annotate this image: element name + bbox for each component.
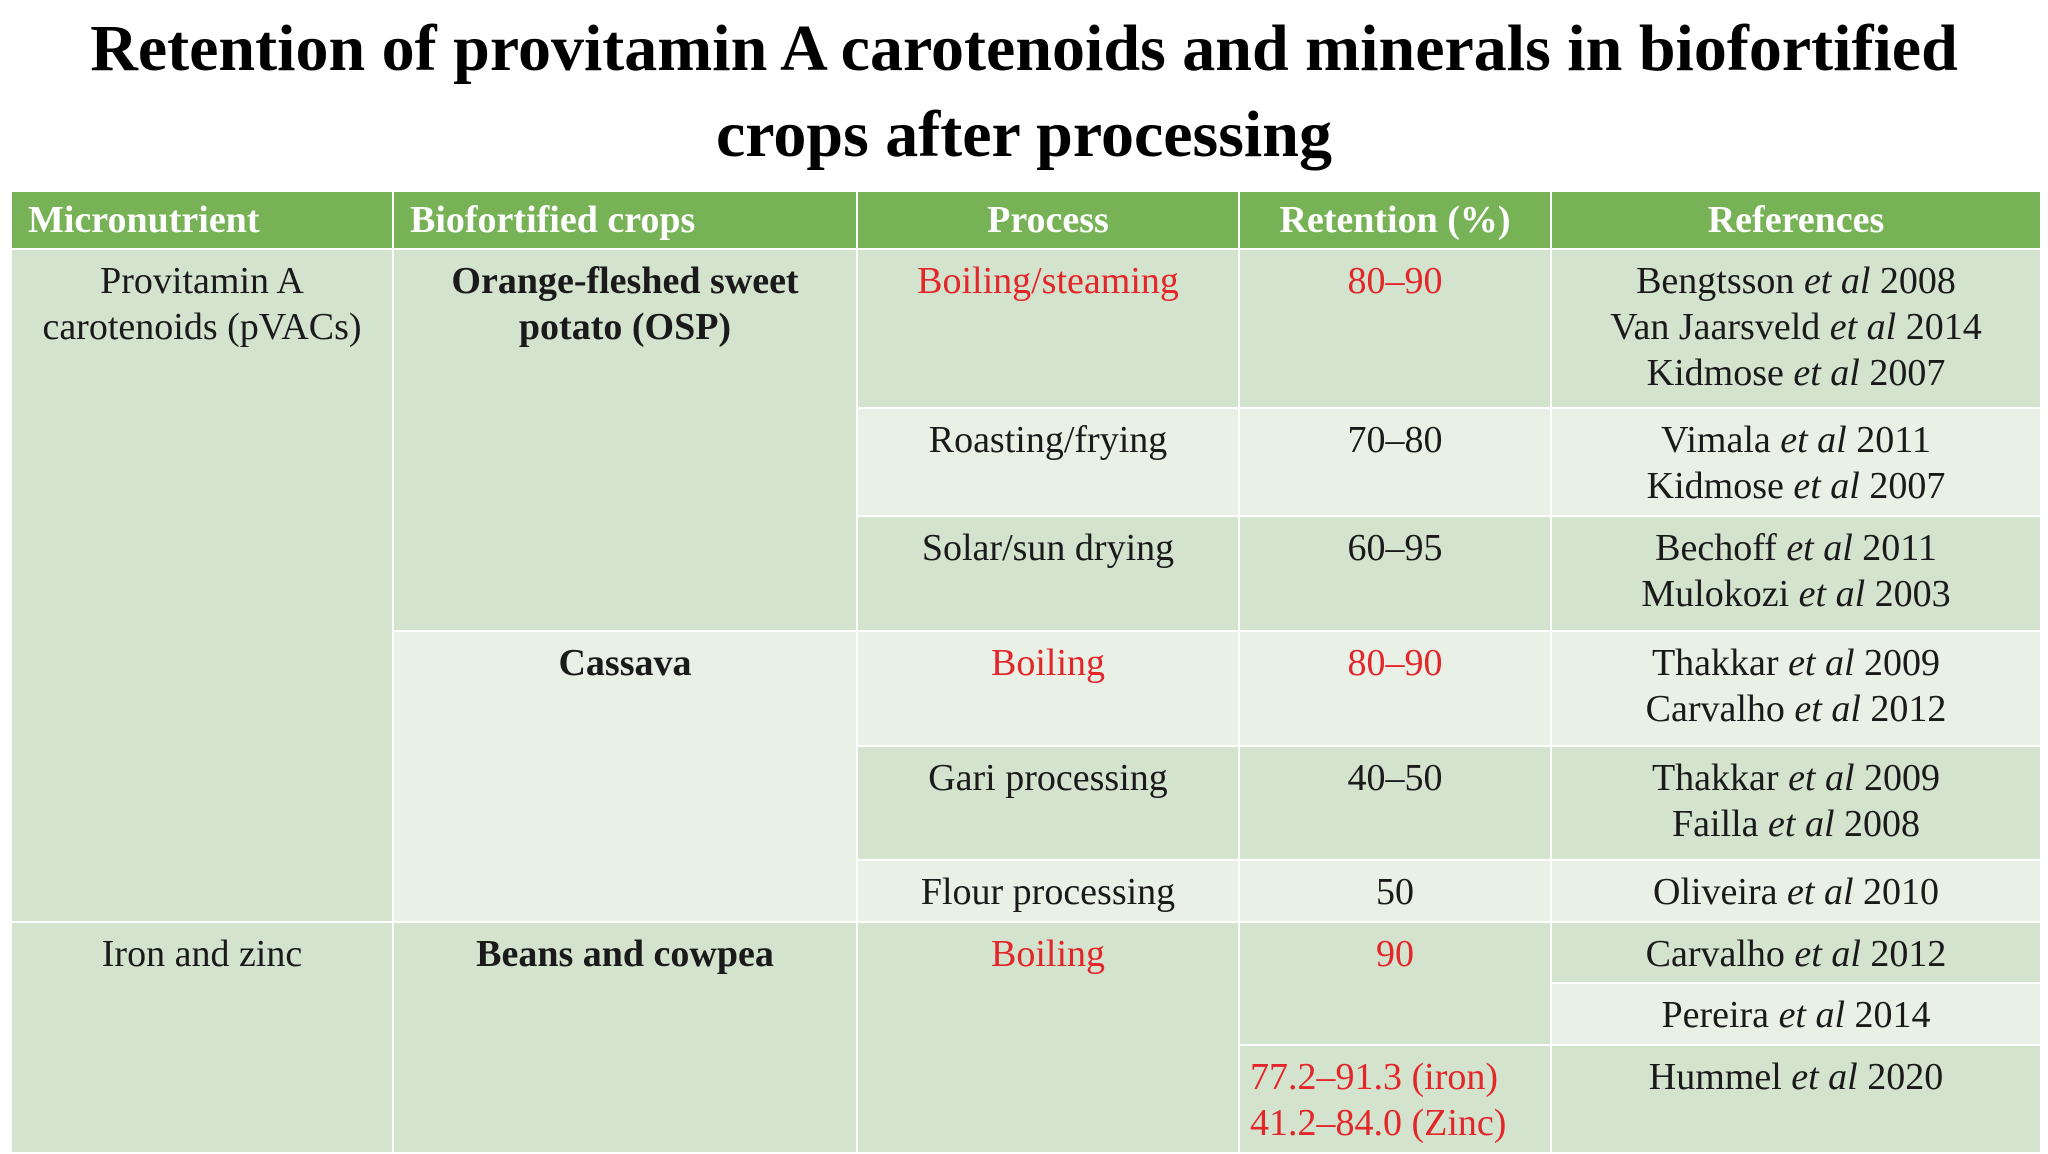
process-cell: Boiling/steaming <box>857 249 1239 408</box>
reference-line <box>1562 992 2030 1038</box>
reference-line <box>1562 801 2030 847</box>
reference-line <box>1562 258 2030 304</box>
reference-line <box>1562 686 2030 732</box>
micronutrient-line: carotenoids (pVACs) <box>42 306 362 348</box>
reference-year: 2012 <box>1860 687 1947 730</box>
micronutrient-cell-pvac <box>11 249 393 922</box>
reference-author: Failla <box>1671 802 1769 845</box>
reference-etal: et al <box>1788 641 1855 684</box>
reference-etal: et al <box>1803 260 1871 302</box>
reference-author: Mulokozi <box>1641 573 1799 616</box>
reference-author: Kidmose <box>1646 465 1794 508</box>
reference-year: 2007 <box>1859 465 1946 508</box>
references-cell <box>1551 860 2041 922</box>
reference-author: Carvalho <box>1645 687 1795 730</box>
reference-line <box>1562 525 2030 571</box>
slide-title <box>0 6 2048 178</box>
reference-etal: et al <box>1791 1055 1858 1098</box>
reference-etal: et al <box>1786 527 1853 570</box>
reference-author: Thakkar <box>1651 641 1789 684</box>
retention-line-zinc: 41.2–84.0 (Zinc) <box>1250 1101 1507 1144</box>
retention-cell: 90 <box>1239 922 1551 1045</box>
reference-etal: et al <box>1794 932 1861 975</box>
reference-etal: et al <box>1798 573 1866 616</box>
reference-year: 2012 <box>1860 932 1947 975</box>
reference-year: 2011 <box>1852 527 1937 570</box>
header-process: Process <box>857 191 1239 249</box>
reference-etal: et al <box>1787 871 1854 914</box>
process-cell: Flour processing <box>857 860 1239 922</box>
reference-year: 2014 <box>1845 994 1931 1037</box>
crop-line: Orange-fleshed sweet <box>451 260 799 302</box>
reference-author: Oliveira <box>1653 871 1788 914</box>
header-micronutrient: Micronutrient <box>11 191 393 249</box>
references-cell <box>1551 631 2041 746</box>
reference-etal: et al <box>1793 352 1860 394</box>
crop-cell-beans: Beans and cowpea <box>393 922 857 1153</box>
title-line-1: Retention of provitamin A carotenoids and minerals in biofortified <box>90 12 1958 85</box>
retention-cell: 60–95 <box>1239 516 1551 631</box>
reference-year: 2008 <box>1834 802 1921 845</box>
reference-etal: et al <box>1768 802 1835 845</box>
reference-line <box>1562 869 2030 915</box>
references-cell <box>1551 249 2041 408</box>
reference-year: 2010 <box>1853 871 1939 914</box>
header-crops: Biofortified crops <box>393 191 857 249</box>
retention-table <box>10 190 2042 1154</box>
reference-year: 2009 <box>1854 756 1941 799</box>
crop-cell-cassava: Cassava <box>393 631 857 922</box>
reference-etal: et al <box>1780 419 1847 462</box>
process-cell: Gari processing <box>857 746 1239 861</box>
retention-cell: 80–90 <box>1239 249 1551 408</box>
header-retention: Retention (%) <box>1239 191 1551 249</box>
reference-author: Hummel <box>1648 1055 1792 1098</box>
retention-cell-minerals <box>1239 1045 1551 1153</box>
header-row <box>11 191 2041 249</box>
reference-author: Van Jaarsveld <box>1610 306 1830 348</box>
process-cell: Solar/sun drying <box>857 516 1239 631</box>
micronutrient-line: Provitamin A <box>100 260 304 302</box>
reference-line <box>1562 931 2030 977</box>
reference-year: 2011 <box>1846 419 1931 462</box>
retention-line-iron: 77.2–91.3 (iron) <box>1250 1055 1499 1098</box>
crop-line: potato (OSP) <box>518 306 732 348</box>
reference-author: Bechoff <box>1655 527 1787 570</box>
reference-line <box>1562 1054 2030 1100</box>
process-cell: Boiling <box>857 922 1239 1153</box>
reference-year: 2008 <box>1870 260 1956 302</box>
title-line-2: crops after processing <box>716 98 1332 171</box>
reference-etal: et al <box>1829 306 1897 348</box>
reference-line <box>1562 417 2030 463</box>
crop-cell-osp <box>393 249 857 631</box>
reference-author: Kidmose <box>1646 352 1794 394</box>
process-cell: Boiling <box>857 631 1239 746</box>
references-cell <box>1551 516 2041 631</box>
reference-line <box>1562 640 2030 686</box>
references-cell <box>1551 408 2041 516</box>
reference-year: 2009 <box>1854 641 1941 684</box>
reference-author: Carvalho <box>1645 932 1795 975</box>
reference-author: Bengtsson <box>1636 260 1804 302</box>
reference-author: Pereira <box>1661 994 1779 1037</box>
reference-line <box>1562 755 2030 801</box>
reference-author: Thakkar <box>1651 756 1789 799</box>
retention-cell: 80–90 <box>1239 631 1551 746</box>
table-row <box>11 249 2041 408</box>
retention-cell: 70–80 <box>1239 408 1551 516</box>
reference-year: 2007 <box>1859 352 1946 394</box>
references-cell <box>1551 983 2041 1045</box>
references-cell <box>1551 922 2041 984</box>
header-references: References <box>1551 191 2041 249</box>
reference-etal: et al <box>1788 756 1855 799</box>
process-cell: Roasting/frying <box>857 408 1239 516</box>
reference-year: 2020 <box>1857 1055 1944 1098</box>
reference-etal: et al <box>1794 687 1861 730</box>
reference-line <box>1562 571 2030 617</box>
reference-line <box>1562 350 2030 396</box>
references-cell <box>1551 1045 2041 1153</box>
references-cell <box>1551 746 2041 861</box>
reference-line <box>1562 304 2030 350</box>
table-row <box>11 922 2041 984</box>
retention-cell: 40–50 <box>1239 746 1551 861</box>
reference-year: 2014 <box>1896 306 1982 348</box>
reference-year: 2003 <box>1865 573 1951 616</box>
micronutrient-cell-minerals: Iron and zinc <box>11 922 393 1153</box>
reference-author: Vimala <box>1661 419 1781 462</box>
reference-etal: et al <box>1778 994 1846 1037</box>
reference-line <box>1562 463 2030 509</box>
reference-etal: et al <box>1793 465 1860 508</box>
retention-cell: 50 <box>1239 860 1551 922</box>
